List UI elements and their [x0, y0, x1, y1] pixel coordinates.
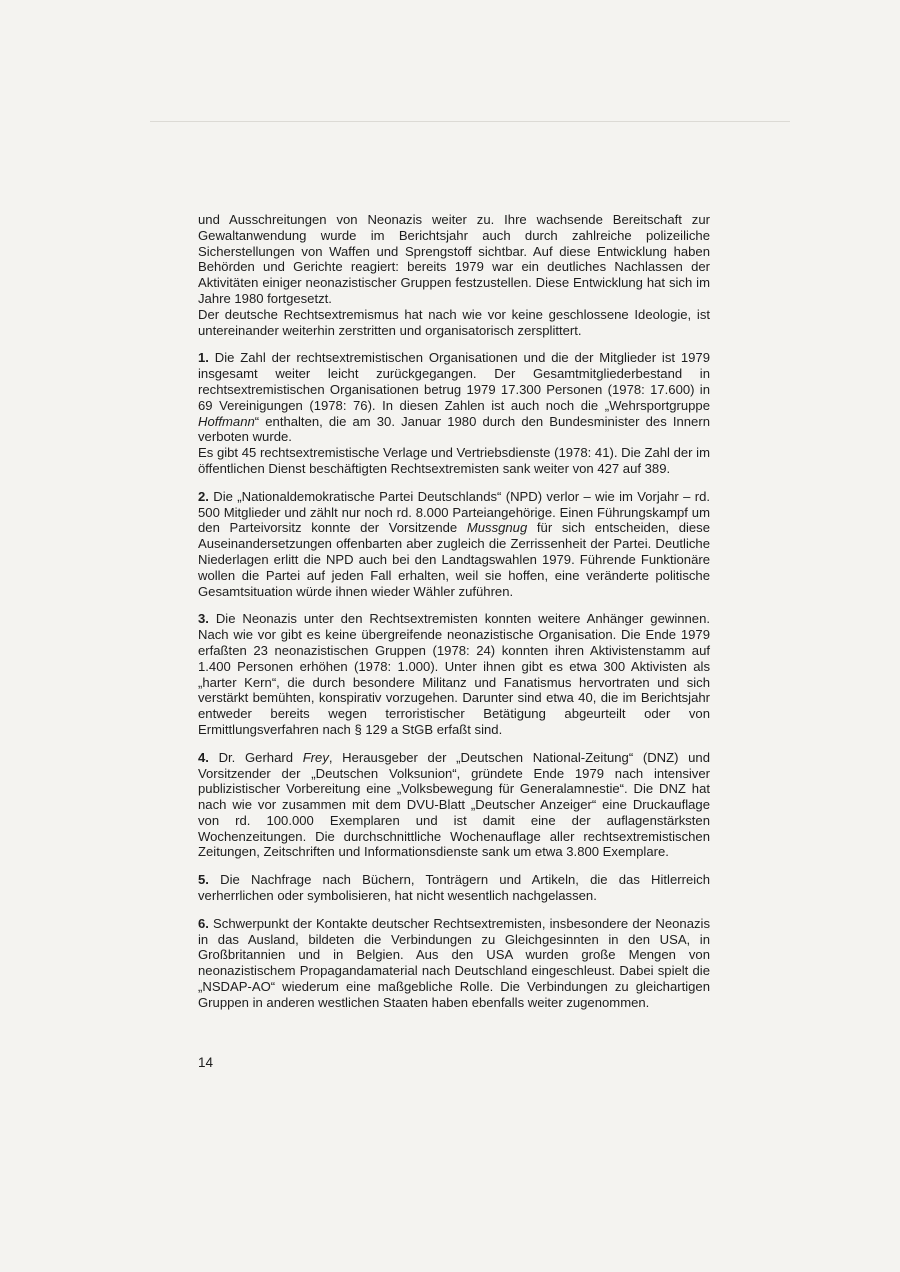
- section-3-text: Die Neonazis unter den Rechtsextremisten konnten weitere Anhänger gewinnen. Nach wie vor gibt es keine übergreifende neonazistische Organisation. Die Ende 1979 erfaßten 23 neonazistischen Gruppen (1978: 24) konnten ihren Aktivistenstamm auf 1.400 Personen erhöhen (1978: 1.000). Unter ihnen gibt es etwa 300 Aktivisten als „harter Kern“, die durch besondere Militanz und Fanatismus hervortraten und sich verstärkt bemühten, konspirativ vorzugehen. Darunter sind etwa 40, die im Berichtsjahr entweder bereits wegen terroristischer Betätigung abgeurteilt oder von Ermittlungsverfahren nach § 129 a StGB erfaßt sind.: [198, 611, 710, 737]
- section-4-paragraph: [198, 750, 710, 861]
- section-1-number: 1.: [198, 350, 209, 366]
- section-1: [198, 350, 710, 476]
- section-2: [198, 489, 710, 600]
- section-1-paragraph: [198, 350, 710, 445]
- section-2-paragraph: [198, 489, 710, 600]
- section-2-text-a: Die „Nationaldemokratische Partei Deutschlands“ (NPD) verlor – wie im Vorjahr – rd. 500 Mitglieder und zählt nur noch rd. 8.000 Parteiangehörige. Einen Führungskampf um den Parteivorsitz konnte der Vorsitzende: [198, 488, 710, 536]
- section-5: [198, 872, 710, 904]
- section-1-emphasis: Hoffmann: [198, 413, 255, 429]
- section-6: [198, 916, 710, 1011]
- body-text: [198, 212, 710, 1011]
- section-4-text-a: Dr. Gerhard: [208, 749, 303, 765]
- section-3-paragraph: [198, 611, 710, 737]
- section-5-number: 5.: [198, 872, 209, 888]
- section-4: [198, 750, 710, 861]
- intro-paragraph-1: und Ausschreitungen von Neonazis weiter zu. Ihre wachsende Bereitschaft zur Gewaltanwendung wurde im Berichtsjahr auch durch zahlreiche polizeiliche Sicherstellungen von Waffen und Sprengstoff sichtbar. Auf diese Entwicklung haben Behörden und Gerichte reagiert: bereits 1979 war ein deutliches Nachlassen der Aktivitäten einiger neonazistischer Gruppen festzustellen. Diese Entwicklung hat sich im Jahre 1980 fortgesetzt.: [198, 212, 710, 306]
- section-6-text: Schwerpunkt der Kontakte deutscher Rechtsextremisten, insbesondere der Neonazis in das Ausland, bildeten die Verbindungen zu Gleichgesinnten in den USA, in Großbritannien und in Belgien. Aus den USA wurden große Mengen von neonazistischem Propagandamaterial nach Deutschland eingeschleust. Dabei spielt die „NSDAP-AO“ wiederum eine maßgebliche Rolle. Die Verbindungen zu gleichartigen Gruppen in anderen westlichen Staaten haben ebenfalls weiter zugenommen.: [198, 915, 710, 1010]
- section-2-emphasis: Mussgnug: [466, 520, 528, 536]
- section-3: [198, 611, 710, 737]
- section-4-number: 4.: [198, 749, 209, 765]
- section-4-emphasis: Frey: [302, 749, 329, 765]
- section-1-text-b: “ enthalten, die am 30. Januar 1980 durch den Bundesminister des Innern verboten wurde.: [198, 413, 710, 445]
- section-4-text-b: , Herausgeber der „Deutschen National-Zeitung“ (DNZ) und Vorsitzender der „Deutschen Volksunion“, gründete Ende 1979 nach intensiver publizistischer Vorbereitung eine „Volksbewegung für Generalamnestie“. Die DNZ hat nach wie vor zusammen mit dem DVU-Blatt „Deutscher Anzeiger“ eine Druckauflage von rd. 100.000 Exemplaren und ist damit eine der auflagenstärksten Wochenzeitungen. Die durchschnittliche Wochenauflage aller rechtsextremistischen Zeitungen, Zeitschriften und Informationsdienste sank um etwa 3.800 Exemplare.: [198, 749, 710, 860]
- section-1-paragraph-2: Es gibt 45 rechtsextremistische Verlage und Vertriebsdienste (1978: 41). Die Zahl der im öffentlichen Dienst beschäftigten Rechtsextremisten sank weiter von 427 auf 389.: [198, 445, 710, 476]
- intro-paragraph-2: Der deutsche Rechtsextremismus hat nach wie vor keine geschlossene Ideologie, ist untereinander weiterhin zerstritten und organisatorisch zersplittert.: [198, 306, 710, 338]
- section-6-number: 6.: [198, 915, 209, 931]
- section-2-number: 2.: [198, 488, 209, 504]
- section-2-text-b: für sich entscheiden, diese Auseinandersetzungen offenbarten aber zugleich die Zerrissenheit der Partei. Deutliche Niederlagen erlitt die NPD auch bei den Landtagswahlen 1979. Führende Funktionäre wollen die Partei auf jeden Fall erhalten, weil sie hoffen, eine veränderte politische Gesamtsituation würde ihnen wieder Wähler zuführen.: [198, 520, 710, 599]
- section-1-text-a: Die Zahl der rechtsextremistischen Organisationen und die der Mitglieder ist 1979 insgesamt weiter leicht zurückgegangen. Der Gesamtmitgliederbestand in rechtsextremistischen Organisationen betrug 1979 17.300 Personen (1978: 17.600) in 69 Vereinigungen (1978: 76). In diesen Zahlen ist auch noch die „Wehrsportgruppe: [198, 350, 710, 413]
- section-6-paragraph: [198, 916, 710, 1011]
- page-number: 14: [198, 1055, 214, 1070]
- scan-edge-line: [150, 121, 790, 122]
- section-5-paragraph: [198, 872, 710, 904]
- section-3-number: 3.: [198, 611, 209, 627]
- section-5-text: Die Nachfrage nach Büchern, Tonträgern und Artikeln, die das Hitlerreich verherrlichen oder symbolisieren, hat nicht wesentlich nachgelassen.: [198, 872, 710, 904]
